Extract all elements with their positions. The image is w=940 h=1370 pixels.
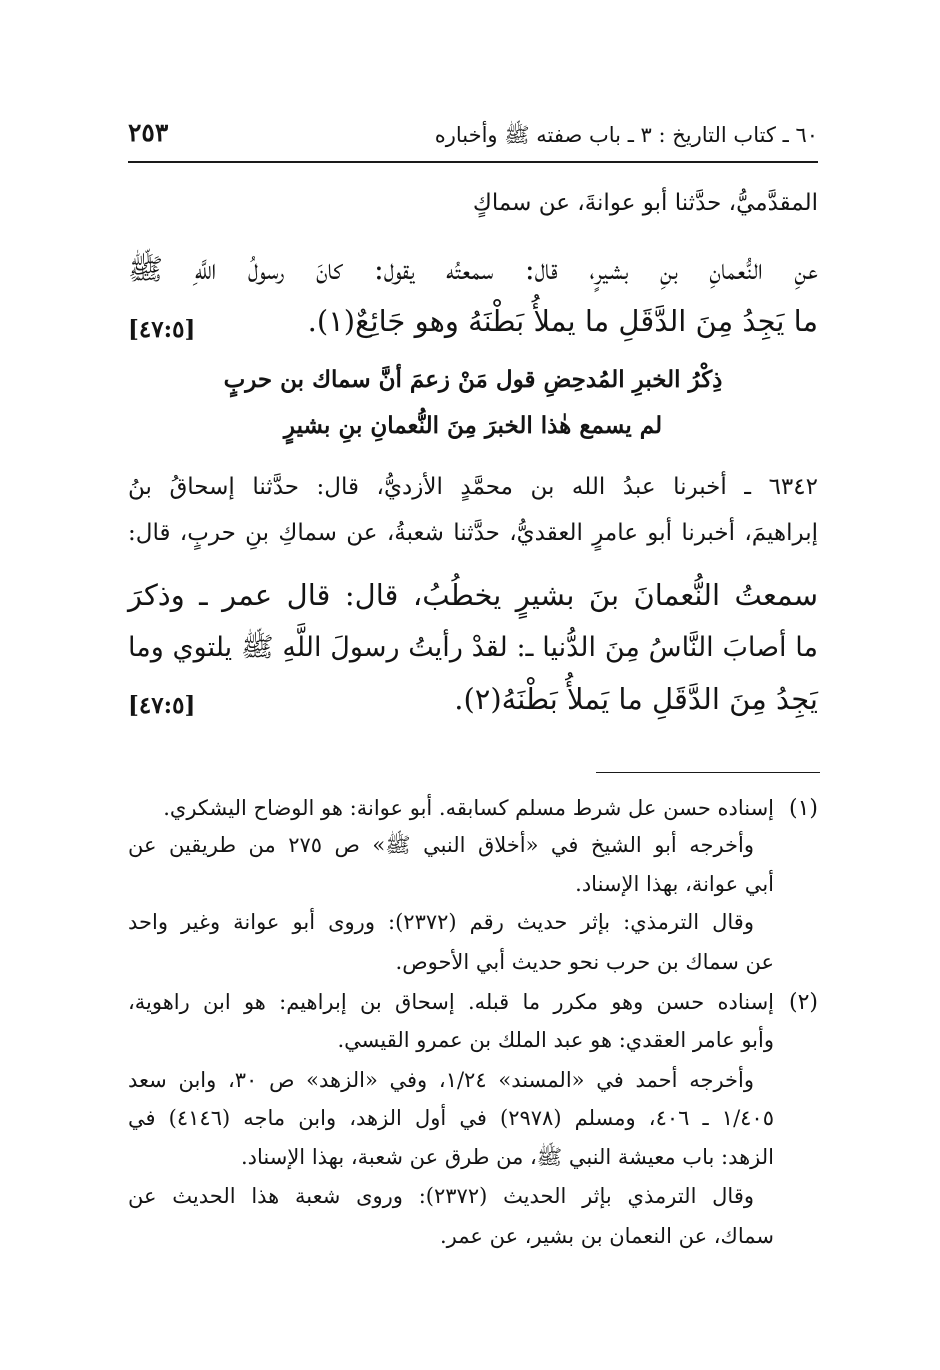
footnote-line: وأخرجه أبو الشيخ في «أخلاق النبي ﷺ» ص ٢٧٥ من طريقين عن — [128, 833, 754, 857]
section-heading: لم يسمع هٰذا الخبرَ مِنَ النُّعمانِ بنِ بشيرٍ — [283, 412, 663, 439]
hadith-text-line: سمعتُ النُّعمانَ بنَ بشيرٍ يخطُبُ، قال: قال عمر ـ وذكرَ — [128, 578, 818, 612]
footnote-line: ١/٤٠٥ ـ ٤٠٦، ومسلم (٢٩٧٨) في أول الزهد، وابن ماجه (٤١٤٦) في — [128, 1106, 774, 1130]
footnote-line: وأخرجه أحمد في «المسند» ١/٢٤، وفي «الزهد» ص ٣٠، وابن سعد — [128, 1068, 754, 1092]
footnote-marker: (١) — [788, 796, 818, 821]
running-header — [128, 118, 818, 152]
footnote-line: الزهد: باب معيشة النبي ﷺ، من طرق عن شعبة، بهذا الإسناد. — [240, 1145, 774, 1169]
footnote-marker: (٢) — [788, 990, 818, 1015]
chapter-title: ٦٠ ـ كتاب التاريخ : ٣ ـ باب صفته ﷺ وأخباره — [434, 123, 818, 147]
footnote-line: أبي عوانة، بهذا الإسناد. — [575, 872, 774, 896]
hadith-text-line: يَجِدُ مِنَ الدَّقَلِ ما يَملأُ بَطْنَهُ(٢). — [454, 682, 818, 716]
hadith-chain: إبراهيمَ، أخبرنا أبو عامرٍ العقديُّ، حدَّثنا شعبةُ، عن سماكِ بنِ حربٍ، قال: — [128, 520, 818, 546]
hadith-text-line: ما يَجِدُ مِنَ الدَّقَلِ ما يملأُ بَطْنَهُ وهو جَائِعٌ(١). — [307, 304, 818, 338]
header-divider — [128, 161, 818, 163]
chain-continuation: المقدَّميُّ، حدَّثنا أبو عوانةَ، عن سماكٍ — [472, 190, 818, 216]
hadith-text-line: ما أصابَ النَّاسُ مِنَ الدُّنيا ـ: لقدْ رأيتُ رسولَ اللَّهِ ﷺ يلتوي وما — [128, 632, 818, 663]
footnote-line: إسناده حسن وهو مكرر ما قبله. إسحاق بن إبراهيم: هو ابن راهوية، — [128, 990, 774, 1014]
footnote-line: إسناده حسن عل شرط مسلم كسابقه. أبو عوانة: هو الوضاح اليشكري. — [163, 796, 774, 820]
reference-tag: [٤٧:٥] — [128, 692, 196, 719]
page-number: ٢٥٣ — [128, 118, 169, 147]
footnote-line: وقال الترمذي: بإثر حديث رقم (٢٣٧٢): وروى أبو عوانة وغير واحد — [128, 910, 754, 934]
footnote-line: عن سماك بن حرب نحو حديث أبي الأحوص. — [395, 950, 774, 974]
footnote-line: وأبو عامر العقدي: هو عبد الملك بن عمرو القيسي. — [337, 1028, 774, 1052]
footnote-divider — [596, 772, 820, 773]
footnote-line: سماك، عن النعمان بن بشير، عن عمر. — [439, 1224, 774, 1248]
hadith-text-line: عنِ النُّعمانِ بنِ بشيرٍ، قال: سمعتُه يقول: كانَ رسولُ اللَّهِ ﷺ — [128, 252, 818, 286]
reference-tag: [٤٧:٥] — [128, 316, 196, 343]
hadith-number-chain: ٦٣٤٢ ـ أخبرنا عبدُ الله بن محمَّدٍ الأزديُّ، قال: حدَّثنا إسحاقُ بنُ — [128, 474, 818, 500]
footnote-line: وقال الترمذي بإثر الحديث (٢٣٧٢): وروى شعبة هذا الحديث عن — [128, 1184, 754, 1208]
section-heading: ذِكْرُ الخبرِ المُدحِضِ قول مَنْ زعمَ أنَّ سماك بن حربٍ — [223, 366, 723, 393]
